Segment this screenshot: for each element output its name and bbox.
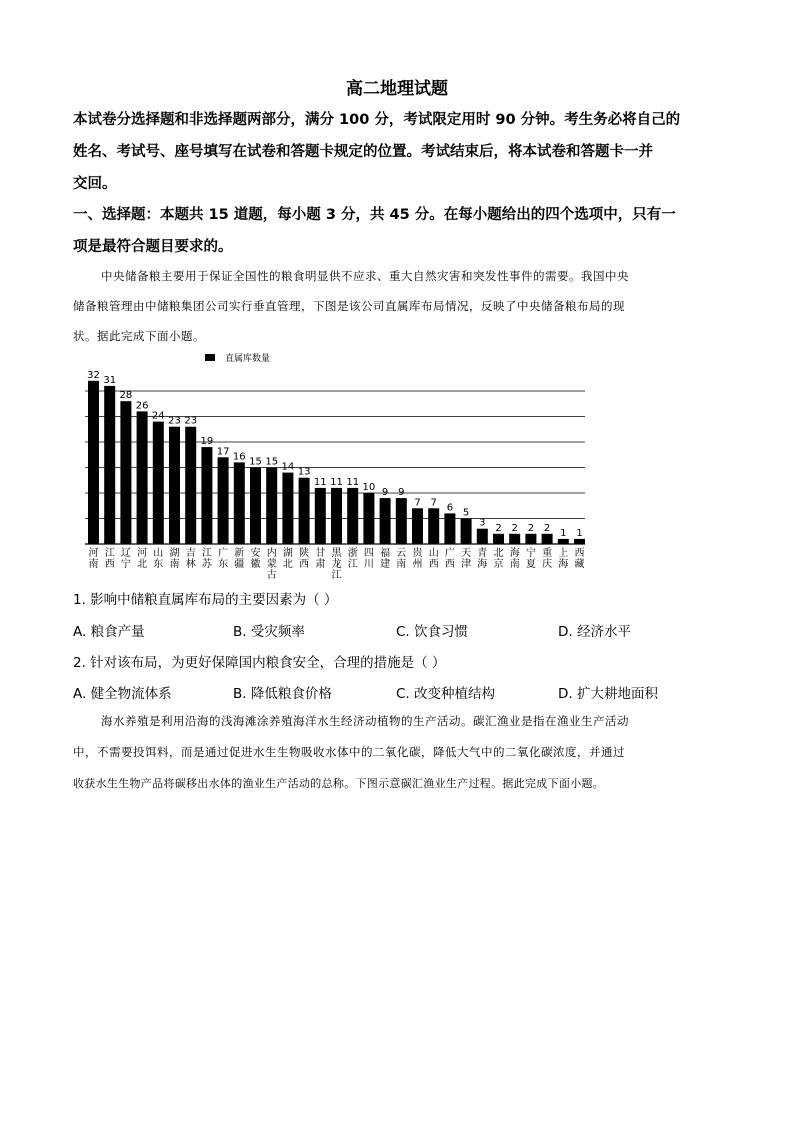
question-1-stem: 1. 影响中储粮直属库布局的主要因素为（ ）	[73, 592, 338, 608]
question-2-stem: 2. 针对该布局，为更好保障国内粮食安全，合理的措施是（ ）	[73, 655, 446, 671]
data-label: 19	[200, 436, 214, 448]
category-label: 福	[380, 548, 391, 559]
data-label: 1	[560, 527, 567, 539]
category-label: 贵	[412, 548, 423, 559]
bar-山东	[153, 422, 164, 544]
category-label: 北	[493, 548, 504, 559]
bar-新疆	[234, 462, 245, 544]
category-label: 海	[509, 548, 520, 559]
passage1-line-1: 中央储备粮主要用于保证全国性的粮食明显供不应求、重大自然灾害和突发性事件的需要。我国中央	[101, 269, 629, 283]
category-label: 新	[234, 548, 245, 559]
section-heading-line-2: 项是最符合题目要求的。	[73, 239, 233, 255]
category-label: 南	[396, 559, 407, 570]
category-label: 海	[558, 559, 569, 570]
page-title: 高二地理试题	[346, 79, 448, 99]
category-label: 河	[137, 548, 148, 559]
data-label: 6	[446, 502, 454, 514]
bar-浙江	[347, 488, 358, 544]
instruction-line-2: 姓名、考试号、座号填写在试卷和答题卡规定的位置。考试结束后，将本试卷和答题卡一并	[73, 144, 653, 160]
passage2-line-2: 中，不需要投饵料，而是通过促进水生生物吸收水体中的二氧化碳，降低大气中的二氧化碳浓度，并通过	[73, 745, 625, 759]
category-label: 西	[574, 548, 585, 559]
bar-广西	[444, 513, 455, 544]
q2-option-c[interactable]: C. 改变种植结构	[396, 686, 496, 702]
bar-吉林	[185, 427, 196, 544]
category-label: 南	[509, 559, 520, 570]
category-label: 湖	[169, 548, 180, 559]
category-label: 黑	[331, 548, 342, 559]
bar-湖南	[169, 427, 180, 544]
bar-福建	[380, 498, 391, 544]
category-label: 内	[266, 548, 277, 559]
bar-贵州	[412, 508, 423, 544]
category-label: 西	[104, 559, 115, 570]
category-label: 北	[137, 559, 148, 570]
category-label: 吉	[185, 548, 196, 559]
data-label: 11	[330, 476, 343, 488]
category-label: 庆	[542, 559, 553, 570]
category-label: 西	[444, 559, 455, 570]
category-label: 京	[493, 559, 504, 570]
data-label: 2	[495, 522, 502, 534]
bar-天津	[461, 519, 472, 545]
category-label: 重	[542, 548, 553, 559]
data-label: 17	[216, 446, 230, 458]
data-label: 9	[398, 487, 405, 499]
category-label: 广	[444, 548, 455, 559]
category-label: 苏	[201, 559, 212, 570]
bar-湖北	[282, 473, 293, 544]
bar-上海	[558, 539, 569, 544]
category-label: 西	[428, 559, 439, 570]
category-label: 海	[477, 559, 488, 570]
category-label: 辽	[120, 548, 131, 559]
category-label: 广	[218, 548, 229, 559]
category-label: 夏	[525, 559, 536, 570]
category-label: 北	[282, 559, 293, 570]
category-label: 山	[153, 548, 164, 559]
bar-四川	[363, 493, 374, 544]
q1-option-a[interactable]: A. 粮食产量	[73, 624, 145, 640]
data-label: 13	[297, 466, 311, 478]
q1-option-b[interactable]: B. 受灾频率	[233, 624, 305, 640]
bar-海南	[509, 534, 520, 544]
category-label: 南	[88, 559, 99, 570]
q1-option-c[interactable]: C. 饮食习惯	[396, 624, 469, 640]
category-label: 上	[558, 548, 569, 559]
category-label: 四	[363, 548, 374, 559]
passage2-line-1: 海水养殖是利用沿海的浅海滩涂养殖海洋水生经济动植物的生产活动。碳汇渔业是指在渔业生产活动	[101, 714, 629, 728]
bar-甘肃	[315, 488, 326, 544]
category-label: 河	[88, 548, 99, 559]
q1-option-d[interactable]: D. 经济水平	[558, 624, 631, 640]
data-label: 16	[232, 451, 246, 463]
depot-bar-chart	[0, 345, 794, 580]
bar-青海	[477, 529, 488, 544]
instruction-line-3: 交回。	[73, 176, 117, 192]
category-label: 徽	[250, 559, 261, 570]
category-label: 宁	[525, 548, 536, 559]
category-label: 建	[380, 559, 391, 570]
bar-广东	[218, 457, 229, 544]
data-label: 15	[249, 456, 262, 468]
category-label: 西	[299, 559, 310, 570]
category-label: 江	[104, 548, 115, 559]
category-label: 天	[461, 548, 472, 559]
q2-option-a[interactable]: A. 健全物流体系	[73, 686, 172, 702]
bar-江苏	[201, 447, 212, 544]
category-label: 藏	[574, 559, 585, 570]
category-label: 东	[218, 559, 229, 570]
data-label: 24	[151, 410, 165, 422]
passage1-line-2: 储备粮管理由中储粮集团公司实行垂直管理，下图是该公司直属库布局情况，反映了中央储备粮布局的现	[73, 299, 625, 313]
category-label: 龙	[331, 559, 342, 570]
data-label: 2	[543, 522, 551, 534]
legend-label: 直属库数量	[225, 354, 271, 364]
bar-西藏	[574, 539, 585, 544]
category-label: 江	[201, 548, 212, 559]
bar-河北	[137, 411, 148, 544]
category-label: 州	[412, 559, 423, 570]
bar-重庆	[542, 534, 553, 544]
bar-山西	[428, 508, 439, 544]
category-label: 津	[461, 559, 472, 570]
data-label: 5	[462, 507, 470, 519]
q2-option-d[interactable]: D. 扩大耕地面积	[558, 686, 658, 702]
data-label: 1	[576, 527, 583, 539]
data-label: 10	[362, 482, 376, 493]
category-label: 甘	[315, 548, 326, 559]
data-label: 32	[87, 369, 100, 381]
data-label: 11	[313, 476, 327, 488]
category-label: 疆	[234, 559, 245, 570]
data-label: 2	[527, 522, 535, 534]
category-label: 浙	[347, 548, 358, 559]
data-label: 23	[184, 415, 198, 427]
category-label: 林	[185, 559, 196, 570]
q2-option-b[interactable]: B. 降低粮食价格	[233, 686, 332, 702]
data-label: 15	[265, 456, 279, 468]
data-label: 3	[479, 517, 486, 529]
bar-陕西	[299, 478, 310, 544]
bar-辽宁	[120, 401, 131, 544]
data-label: 11	[346, 476, 360, 488]
instruction-line-1: 本试卷分选择题和非选择题两部分，满分 100 分，考试限定用时 90 分钟。考生务必将自己的	[73, 112, 681, 128]
bar-内蒙古	[266, 468, 277, 545]
data-label: 2	[511, 522, 518, 534]
data-label: 26	[135, 400, 149, 412]
data-label: 28	[119, 390, 133, 402]
bar-河南	[88, 381, 99, 544]
category-label: 宁	[120, 559, 131, 570]
category-label: 江	[331, 570, 342, 580]
bar-北京	[493, 534, 504, 544]
category-label: 安	[250, 548, 261, 559]
data-label: 9	[381, 487, 389, 499]
bar-宁夏	[525, 534, 536, 544]
category-label: 山	[428, 548, 439, 559]
category-label: 古	[266, 570, 277, 580]
category-label: 湖	[282, 548, 293, 559]
bar-安徽	[250, 468, 261, 545]
section-heading-line-1: 一、选择题：本题共 15 道题，每小题 3 分，共 45 分。在每小题给出的四个选项中，只有一	[73, 207, 676, 223]
bar-云南	[396, 498, 407, 544]
category-label: 肃	[315, 559, 326, 570]
category-label: 川	[363, 559, 374, 570]
category-label: 青	[477, 548, 488, 559]
data-label: 7	[414, 497, 421, 509]
category-label: 陕	[299, 548, 310, 559]
data-label: 14	[281, 461, 295, 473]
passage1-line-3: 状。据此完成下面小题。	[73, 329, 205, 343]
category-label: 南	[169, 559, 180, 570]
category-label: 东	[153, 559, 164, 570]
bar-黑龙江	[331, 488, 342, 544]
category-label: 蒙	[266, 559, 277, 570]
data-label: 31	[103, 374, 117, 386]
bar-江西	[104, 386, 115, 544]
passage2-line-3: 收获水生生物产品将碳移出水体的渔业生产活动的总称。下图示意碳汇渔业生产过程。据此完成下面小题。	[73, 777, 605, 790]
data-label: 23	[168, 415, 181, 427]
data-label: 7	[430, 497, 437, 509]
category-label: 云	[396, 548, 407, 559]
category-label: 江	[347, 559, 358, 570]
